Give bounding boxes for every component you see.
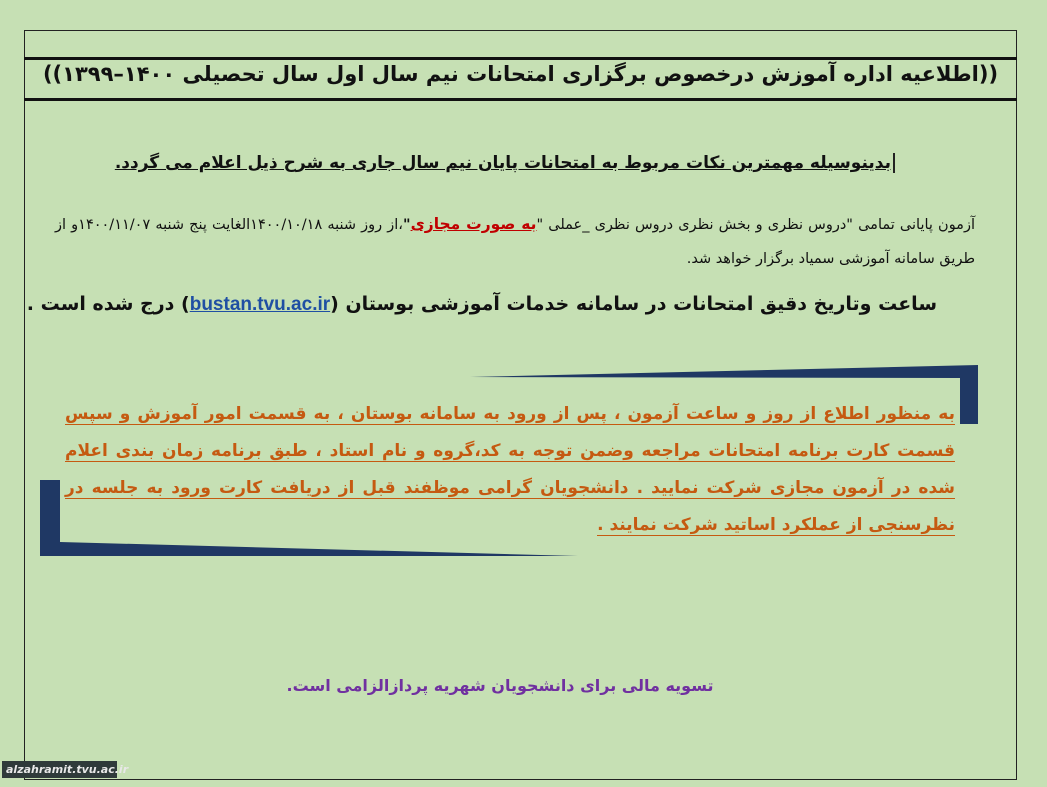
intro-line (114, 153, 895, 173)
exam-paragraph-part2: ،از روز شنبه ۱۴۰۰/۱۰/۱۸الغایت پنج شنبه ۱۴۰۰/۱۱/۰۷و از طریق سامانه آموزشی سمیاد برگزار خواهد شد. (55, 217, 975, 267)
notice-paragraph (65, 396, 955, 544)
exam-paragraph: آزمون پایانی تمامی "دروس نظری و بخش نظری دروس نظری _عملی "به صورت مجازی"،از روز شنبه ۱۴۰۰/۱۰/۱۸الغایت پنج شنبه ۱۴۰۰/۱۱/۰۷و از طریق سامانه آموزشی سمیاد برگزار خواهد شد. (55, 215, 975, 267)
portal-line (27, 293, 937, 316)
portal-suffix: ) درج شده است . (26, 293, 190, 315)
exam-paragraph-part1: آزمون پایانی تمامی "دروس نظری و بخش نظری دروس نظری _عملی " (536, 217, 975, 233)
portal-prefix: ساعت وتاریخ دقیق امتحانات در سامانه خدمات آموزشی بوستان ( (330, 293, 937, 315)
site-watermark: alzahramit.tvu.ac.ir (2, 761, 117, 778)
virtual-highlight: به صورت مجازی (410, 215, 537, 233)
notice-text: به منظور اطلاع از روز و ساعت آزمون ، پس از ورود به سامانه بوستان ، به قسمت امور آموزش و سپس قسمت کارت برنامه امتحانات مراجعه وضمن توجه به کد،گروه و نام استاد ، طبق برنامه زمان بندی اعلام شده در آزمون مجازی شرکت نمایید . دانشجویان گرامی موظفند قبل از دریافت کارت ورود به جلسه در نظرسنجی از عملکرد اساتید شرکت نمایند . (65, 404, 955, 535)
page-title: ((اطلاعیه اداره آموزش درخصوص برگزاری امتحانات نیم سال اول سال تحصیلی ۱۴۰۰–۱۳۹۹)) (42, 62, 999, 86)
finance-note: تسویه مالی برای دانشجویان شهریه پردازالزامی است. (286, 676, 714, 695)
bustan-link[interactable]: bustan.tvu.ac.ir (189, 294, 331, 315)
intro-text: بدینوسیله مهمترین نکات مربوط به امتحانات پایان نیم سال جاری به شرح ذیل اعلام می گردد. (114, 153, 891, 173)
